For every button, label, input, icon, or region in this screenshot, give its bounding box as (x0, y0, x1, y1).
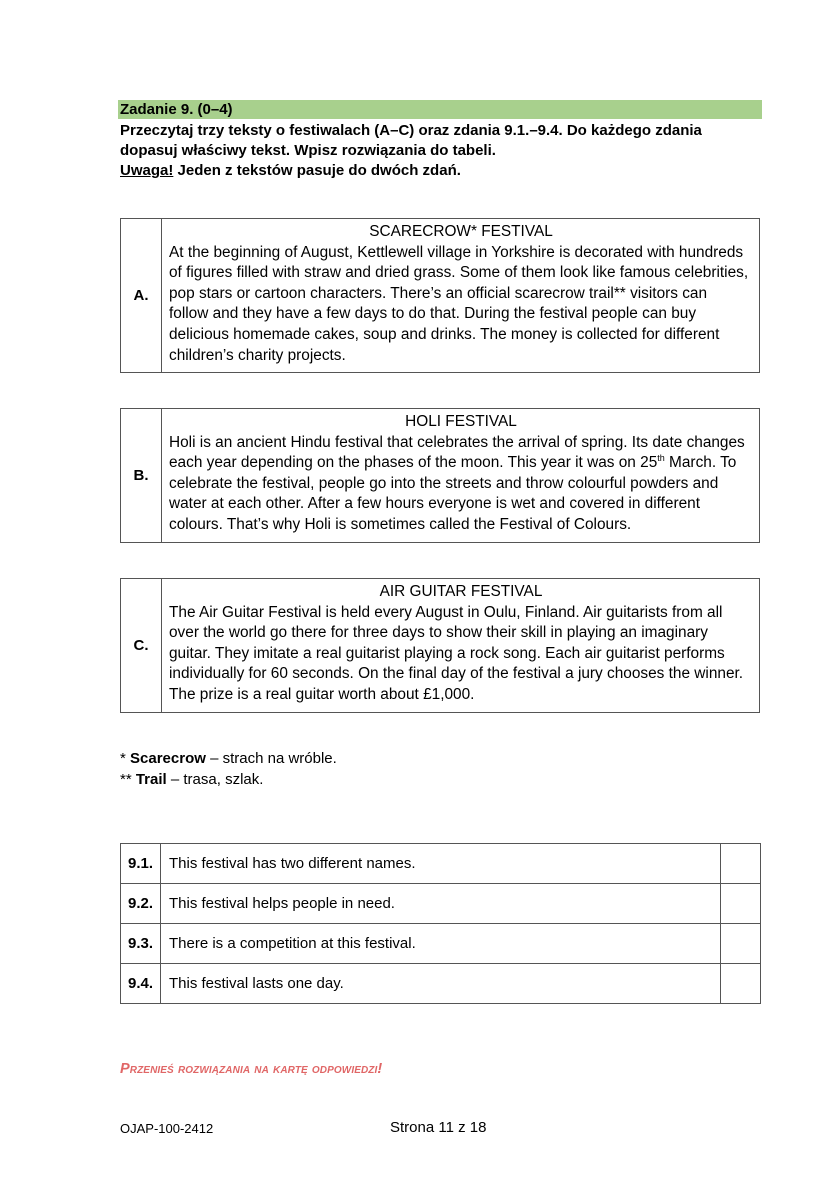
text-line: guitar. They imitate a real guitarist playing a rock song. Each air guitarist performs (169, 644, 725, 662)
instruction-line: Przeczytaj trzy teksty o festiwalach (A–C) oraz zdania 9.1.–9.4. Do każdego zdania (120, 122, 702, 139)
text-line: The prize is a real guitar worth about £1,000. (169, 685, 475, 703)
table-row (121, 844, 761, 884)
answer-box[interactable] (721, 964, 761, 1004)
answer-box[interactable] (721, 844, 761, 884)
ordinal-suffix: th (657, 453, 665, 464)
glossary-term: Scarecrow (130, 750, 206, 767)
note-label: Uwaga! (120, 162, 174, 179)
sentence-number: 9.4. (121, 964, 161, 1004)
text-line: individually for 60 seconds. On the final day of the festival a jury chooses the winner. (169, 665, 744, 683)
exam-code: OJAP-100-2412 (120, 1121, 214, 1136)
festival-content (162, 219, 759, 372)
text-fragment: each year depending on the phases of the moon. This year it was on 25 (169, 454, 658, 472)
answer-box[interactable] (721, 924, 761, 964)
festival-title: HOLI FESTIVAL (405, 413, 517, 430)
transfer-answers-note: Przenieś rozwiązania na kartę odpowiedzi! (120, 1061, 383, 1077)
text-line: children’s charity projects. (169, 346, 346, 364)
sentence-text: There is a competition at this festival. (161, 924, 721, 964)
sentence-number: 9.3. (121, 924, 161, 964)
festival-text-c (120, 578, 760, 713)
text-line: celebrate the festival, people go into the streets and throw colourful powders and (169, 474, 719, 492)
text-line: At the beginning of August, Kettlewell village in Yorkshire is decorated with hundreds (169, 243, 744, 261)
festival-text-b (120, 408, 760, 543)
text-line: delicious homemade cakes, soup and drinks. The money is collected for different (169, 325, 720, 343)
table-row (121, 884, 761, 924)
festival-letter: A. (121, 219, 162, 372)
sentence-text: This festival has two different names. (161, 844, 721, 884)
text-line: water at each other. After a few hours everyone is wet and covered in different (169, 495, 700, 513)
festival-letter: B. (121, 409, 162, 542)
festival-title: SCARECROW* FESTIVAL (369, 223, 553, 240)
festival-content (162, 409, 759, 542)
text-line: follow and they have a few days to do that. During the festival people can buy (169, 305, 697, 323)
sentence-text: This festival lasts one day. (161, 964, 721, 1004)
text-line: The Air Guitar Festival is held every August in Oulu, Finland. Air guitarists from all (169, 603, 723, 621)
table-row (121, 924, 761, 964)
text-line: of figures filled with straw and dried grass. Some of them look like famous celebrities, (169, 264, 749, 282)
page-number: Strona 11 z 18 (390, 1119, 487, 1136)
festival-text-a (120, 218, 760, 373)
glossary-marker: * (120, 750, 131, 767)
sentence-text: This festival helps people in need. (161, 884, 721, 924)
sentence-number: 9.2. (121, 884, 161, 924)
glossary-item (120, 769, 337, 790)
text-line: pop stars or cartoon characters. There’s an official scarecrow trail** visitors can (169, 284, 708, 302)
answer-box[interactable] (721, 884, 761, 924)
festival-title: AIR GUITAR FESTIVAL (379, 583, 543, 600)
festival-content (162, 579, 759, 712)
text-line: Holi is an ancient Hindu festival that celebrates the arrival of spring. Its date changes (169, 433, 745, 451)
instruction-line: dopasuj właściwy tekst. Wpisz rozwiązania do tabeli. (120, 142, 496, 159)
glossary-term: Trail (135, 771, 167, 788)
text-line: over the world go there for three days to show their skill in playing an imaginary (169, 624, 708, 642)
festival-letter: C. (121, 579, 162, 712)
table-row (121, 964, 761, 1004)
answer-table (120, 843, 761, 1004)
note-text: Jeden z tekstów pasuje do dwóch zdań. (173, 162, 461, 179)
text-line: colours. That’s why Holi is sometimes called the Festival of Colours. (169, 515, 632, 533)
glossary-marker: ** (120, 771, 136, 788)
text-line (169, 453, 753, 474)
sentence-number: 9.1. (121, 844, 161, 884)
glossary-item (120, 748, 337, 769)
note-line (120, 161, 760, 181)
glossary-definition: – trasa, szlak. (166, 771, 264, 788)
text-fragment: March. To (664, 454, 737, 472)
task-title: Zadanie 9. (0–4) (118, 100, 762, 119)
glossary-definition: – strach na wróble. (205, 750, 337, 767)
task-instructions (120, 121, 760, 181)
glossary (120, 748, 337, 790)
